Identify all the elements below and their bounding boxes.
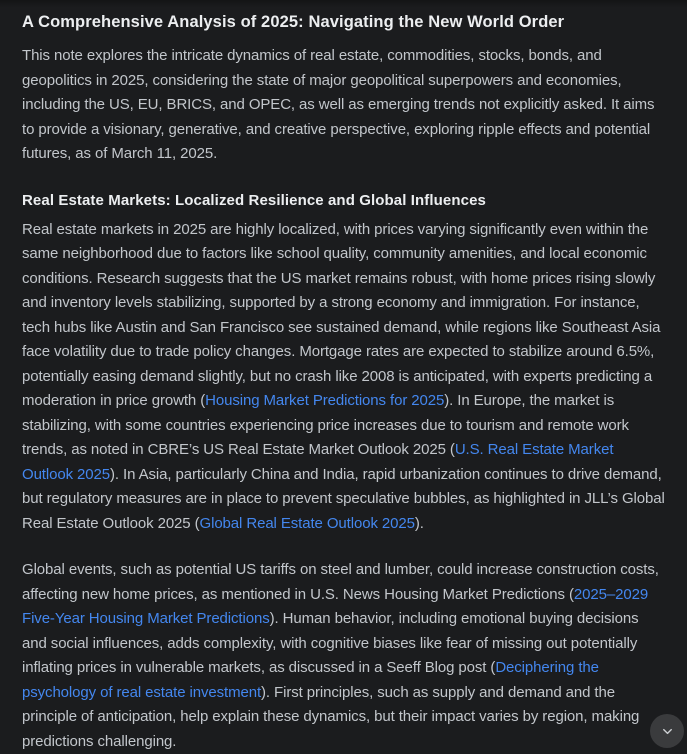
inline-link[interactable]: Deciphering the psychology of real estate investment — [22, 659, 599, 701]
text-run: ). In Europe, the market is stabilizing, with some countries experiencing price increases due to tourism and remote work trends, as noted in CBRE’s US Real Estate Market Outlook 2025 ( — [22, 392, 629, 458]
inline-link[interactable]: U.S. Real Estate Market Outlook 2025 — [22, 441, 614, 483]
text-run: Real estate markets in 2025 are highly localized, with prices varying significantly even within the same neighborhood due to factors like school quality, community amenities, and local economic conditions. Research suggests that the US market remains robust, with home prices rising slowly and inventory levels stabilizing, supported by a strong economy and immigration. For instance, tech hubs like Austin and San Francisco see sustained demand, while regions like Southeast Asia face volatility due to trade policy changes. Mortgage rates are expected to stabilize around 6.5%, potentially easing demand slightly, but no crash like 2008 is anticipated, with experts predicting a moderation in price growth ( — [22, 220, 661, 409]
inline-link[interactable]: 2025–2029 Five-Year Housing Market Predictions — [22, 585, 649, 627]
real-estate-paragraph — [22, 218, 665, 537]
page-title: A Comprehensive Analysis of 2025: Navigating the New World Order — [22, 13, 565, 31]
text-run: ). In Asia, particularly China and India, rapid urbanization continues to drive demand, but regulatory measures are in place to prevent speculative bubbles, as highlighted in JLL’s Global Real Estate Outlook 2025 ( — [22, 465, 665, 532]
text-run: ). Human behavior, including emotional buying decisions and social influences, adds complexity, with cognitive biases like fear of missing out potentially inflating prices in vulnerable markets, as discussed in a Seeff Blog post ( — [22, 610, 639, 676]
text-run: Global events, such as potential US tariffs on steel and lumber, could increase construction costs, affecting new home prices, as mentioned in U.S. News Housing Market Predictions ( — [22, 561, 659, 603]
text-run: ). First principles, such as supply and demand and the principle of anticipation, help explain these dynamics, but their impact varies by region, making predictions challenging. — [22, 683, 640, 750]
text-run: ). — [414, 514, 424, 532]
text-run: This note explores the intricate dynamics of real estate, commodities, stocks, bonds, and geopolitics in 2025, considering the state of major geopolitical superpowers and economies, including the US, EU, BRICS, and OPEC, as well as emerging trends not explicitly asked. It aims to provide a visionary, generative, and creative perspective, exploring ripple effects and potential futures, as of March 11, 2025. — [22, 47, 655, 162]
intro-paragraph — [22, 44, 665, 167]
inline-link[interactable]: Housing Market Predictions for 2025 — [205, 392, 445, 409]
scroll-to-bottom-button[interactable] — [650, 714, 684, 748]
global-events-paragraph — [22, 558, 665, 754]
section-heading-real-estate: Real Estate Markets: Localized Resilience and Global Influences — [22, 191, 486, 209]
inline-link[interactable]: Global Real Estate Outlook 2025 — [199, 514, 415, 532]
chevron-down-icon — [660, 724, 675, 739]
